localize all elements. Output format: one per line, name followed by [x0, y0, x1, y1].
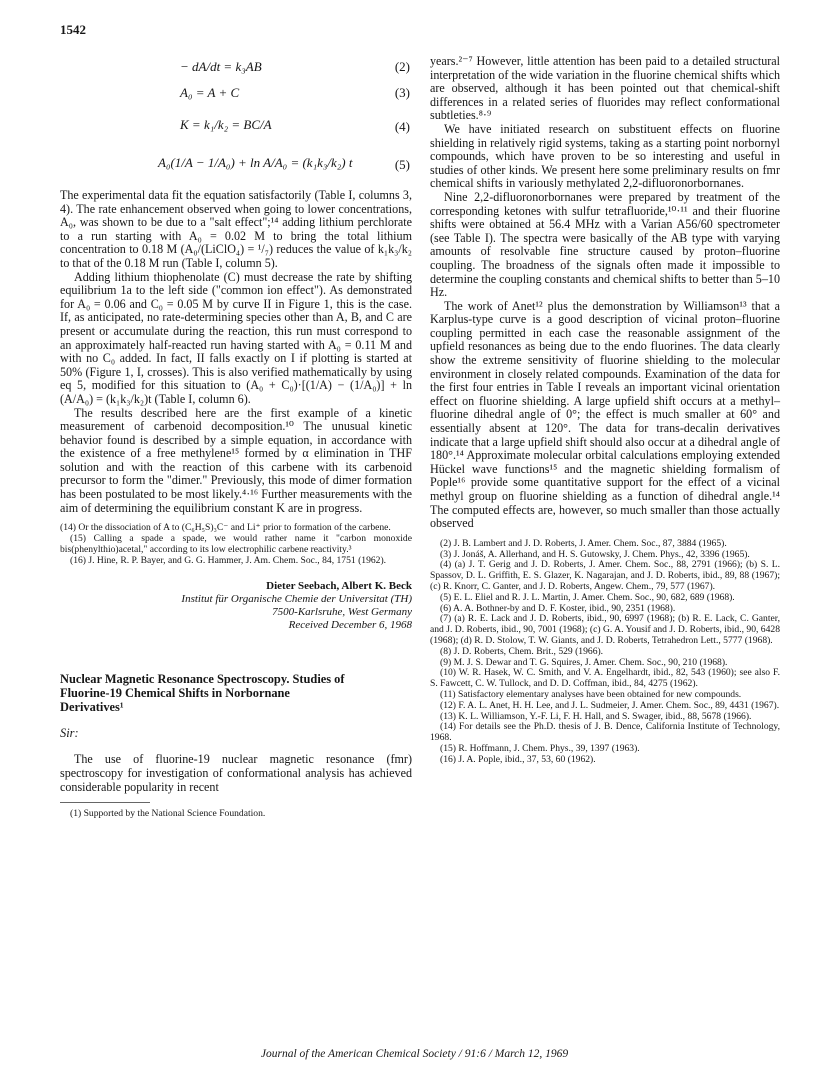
- equation-3-body: A₀ = A + C: [180, 85, 240, 100]
- author-institution: Institut für Organische Chemie der Universitat (TH): [181, 593, 412, 606]
- equation-4-number: (4): [394, 119, 410, 134]
- equation-5: [60, 145, 412, 183]
- article-title: Nuclear Magnetic Resonance Spectroscopy. Studies of Fluorine-19 Chemical Shifts in Norbornane Derivatives¹: [60, 672, 345, 715]
- equation-2: [60, 55, 412, 81]
- ref-3: (3) J. Jonáš, A. Allerhand, and H. S. Gutowsky, J. Chem. Phys., 42, 3396 (1965).: [440, 548, 750, 560]
- footnote-16: (16) J. Hine, R. P. Bayer, and G. G. Hammer, J. Am. Chem. Soc., 84, 1751 (1962).: [70, 554, 387, 566]
- ref-5: (5) E. L. Eliel and R. J. L. Martin, J. Amer. Chem. Soc., 90, 682, 689 (1968).: [440, 591, 735, 603]
- paragraph-anet: The work of Anet¹² plus the demonstration by Williamson¹³ that a Karplus-type curve is a good description of vicinal proton–fluorine coupling permitted in each case the reasonable assignment of the upfield resonances as being due to the endo fluorines. The data clearly show the extreme sensitivity of fluorine shielding to the molecular environment in closely related compounds. Examination of the data for the first four entries in Table I reveals an important vicinal orientation effect on fluorine shielding. A large upfield shift occurs at a methyl–fluorine dihedral angle of 0°; the effect is much smaller at 60° and essentially absent at 120°. The data for trans-decalin derivatives indicate that a large upfield shift should also occur at a dihedral angle of 180°.¹⁴ Approximate molecular orbital calculations employing extended Hückel wave functions¹⁵ and the magnetic shielding formalism of Pople¹⁶ provide some quantitative support for the effect of a vicinal methyl group on fluorine shielding as a function of dihedral angle.¹⁴ The computed effects are, however, so much smaller than those actually observed: [430, 298, 780, 531]
- footnote-rule: [60, 802, 150, 803]
- right-column: [430, 55, 780, 766]
- ref-10: (10) W. R. Hasek, W. C. Smith, and V. A. Engelhardt, ibid., 82, 543 (1960); see also F. S. Fawcett, C. W. Tullock, and D. D. Coffman, ibid., 84, 4275 (1962).: [430, 667, 780, 690]
- author-address: 7500-Karlsruhe, West Germany: [272, 606, 412, 619]
- paragraph-experimental-data: The experimental data fit the equation satisfactorily (Table I, columns 3, 4). The rate enhancement observed when going to lower concentrations, A₀, was shown to be due to a "salt effect";¹⁴ adding lithium perchlorate to a run starting with A₀ = 0.02 M to bring the total lithium concentration to 0.18 M (A₀/(LiClO₄) = ¹/₇) reduces the value of k₁k₃/k₂ to that of the 0.18 M run (Table I, column 5).: [60, 188, 412, 270]
- footnote-1: (1) Supported by the National Science Foundation.: [70, 808, 266, 820]
- equation-5-body: A₀(1/A − 1/A₀) + ln A/A₀ = (k₁k₃/k₂) t: [158, 155, 353, 170]
- equation-4: [60, 107, 412, 145]
- equation-2-body: − dA/dt = k₃AB: [180, 59, 262, 74]
- footnote-14: (14) Or the dissociation of A to (C₆H₅S)₃C⁻ and Li⁺ prior to formation of the carbene.: [60, 522, 391, 534]
- ref-11: (11) Satisfactory elementary analyses have been obtained for new compounds.: [440, 688, 742, 700]
- ref-12: (12) F. A. L. Anet, H. H. Lee, and J. L. Sudmeier, J. Amer. Chem. Soc., 89, 4431 (1967).: [440, 699, 780, 711]
- equation-5-number: (5): [394, 157, 410, 172]
- page-number: 1542: [60, 22, 86, 37]
- equation-3-number: (3): [394, 85, 410, 100]
- paragraph-lithium-thiophenolate: Adding lithium thiophenolate (C) must decrease the rate by shifting equilibrium 1a to the left side ("common ion effect"). As demonstrated for A₀ = 0.06 and C₀ = 0.05 M by curve II in Figure 1, this is the case. If, as anticipated, no rate-determining species other than A, B, and C are present or accumulate during the reaction, this run must correspond to an approximately half-reacted run having started with A₀ = 0.11 M and with no C₀ added. In fact, II falls exactly on I if plotting is started at 50% (Figure 1, I, crosses). This is also verified mathematically by using eq 5, modified for this situation to (A₀ + C₀)·[(1/A) − (1/A₀)] + ln (A/A₀) = (k₁k₃/k₂)t (Table I, column 6).: [60, 269, 412, 406]
- ref-2: (2) J. B. Lambert and J. D. Roberts, J. Amer. Chem. Soc., 87, 3884 (1965).: [440, 537, 727, 549]
- received-date: Received December 6, 1968: [288, 619, 412, 632]
- paragraph-initiated-research: We have initiated research on substituent effects on fluorine shielding in relatively rigid systems, taking as a starting point norbornyl compounds, which have proven to be so interesting and useful in studies of other kinds. We present here some preliminary results on fmr chemical shifts in variously methylated 2,2-difluoronorbornanes.: [430, 121, 780, 191]
- ref-6: (6) A. A. Bothner-by and D. F. Koster, ibid., 90, 2351 (1968).: [440, 602, 676, 614]
- footnote-15: (15) Calling a spade a spade, we would rather name it "carbon monoxide bis(phenylthio)acetal," according to its low electrophilic carbene reactivity.³: [60, 533, 412, 555]
- salutation: Sir:: [60, 726, 79, 741]
- equation-4-body: K = k₁/k₂ = BC/A: [180, 117, 272, 132]
- equation-3: [60, 81, 412, 107]
- ref-13: (13) K. L. Williamson, Y.-F. Li, F. H. Hall, and S. Swager, ibid., 88, 5678 (1966).: [440, 710, 752, 722]
- ref-4: (4) (a) J. T. Gerig and J. D. Roberts, J. Amer. Chem. Soc., 88, 2791 (1966); (b) S. L. Spassov, D. L. Griffith, E. S. Glazer, K. Nagarajan, and J. D. Roberts, ibid., 89, 88 (1967); (c) R. Knorr, C. Ganter, and J. D. Roberts, Angew. Chem., 79, 577 (1967).: [430, 559, 780, 592]
- equation-2-number: (2): [394, 59, 410, 74]
- ref-16: (16) J. A. Pople, ibid., 37, 53, 60 (1962).: [440, 753, 596, 765]
- ref-8: (8) J. D. Roberts, Chem. Brit., 529 (1966).: [440, 645, 604, 657]
- ref-14: (14) For details see the Ph.D. thesis of J. B. Dence, California Institute of Technology, 1968.: [430, 721, 780, 744]
- article-intro: The use of fluorine-19 nuclear magnetic resonance (fmr) spectroscopy for investigation of conformational analysis has achieved considerable popularity in recent: [60, 752, 412, 794]
- left-column: [60, 55, 412, 820]
- paragraph-results: The results described here are the first example of a kinetic measurement of carbenoid decomposition.¹⁰ The unusual kinetic behavior found is described by a simple equation, in accordance with the existence of a free methylene¹⁵ formed by α elimination in THF solution and with the reaction of this carbene with its carbenoid precursor to form the "dimer." Previously, this mode of dimer formation has been postulated to be most likely.⁴·¹⁶ Further measurements with the aim of determining the equilibrium constant K are in progress.: [60, 405, 412, 515]
- paragraph-years: years.²⁻⁷ However, little attention has been paid to a detailed structural interpretation of the wide variation in the fluorine chemical shifts which are observed, although it has been pointed out that chemical-shift differences in a related series of fluorides may reflect conformational subtleties.⁸·⁹: [430, 54, 780, 123]
- author-signature: [60, 580, 412, 632]
- paragraph-nine-norbornanes: Nine 2,2-difluoronorbornanes were prepared by treatment of the corresponding ketones with sulfur tetrafluoride,¹⁰·¹¹ and their fluorine shifts were obtained at 56.4 MHz with a Varian A56/60 spectrometer (see Table I). The spectra were basically of the AB type with varying amounts of resolvable fine structure caused by proton–fluorine coupling. The broadness of the signals often made it impossible to determine the coupling constants and chemical shifts to better than 5–10 Hz.: [430, 189, 780, 300]
- ref-15: (15) R. Hoffmann, J. Chem. Phys., 39, 1397 (1963).: [440, 742, 640, 754]
- ref-9: (9) M. J. S. Dewar and T. G. Squires, J. Amer. Chem. Soc., 90, 210 (1968).: [440, 656, 728, 668]
- ref-7: (7) (a) R. E. Lack and J. D. Roberts, ibid., 90, 6997 (1968); (b) R. E. Lack, C. Ganter, and J. D. Roberts, ibid., 90, 7001 (1968); (c) G. A. Yousif and J. D. Roberts, ibid., 90, 6428 (1968); (d) R. D. Stolow, T. W. Giants, and J. D. Roberts, Tetrahedron Lett., 5777 (1968).: [430, 613, 780, 646]
- author-names: Dieter Seebach, Albert K. Beck: [266, 580, 412, 593]
- journal-footer: Journal of the American Chemical Society / 91:6 / March 12, 1969: [260, 1048, 569, 1060]
